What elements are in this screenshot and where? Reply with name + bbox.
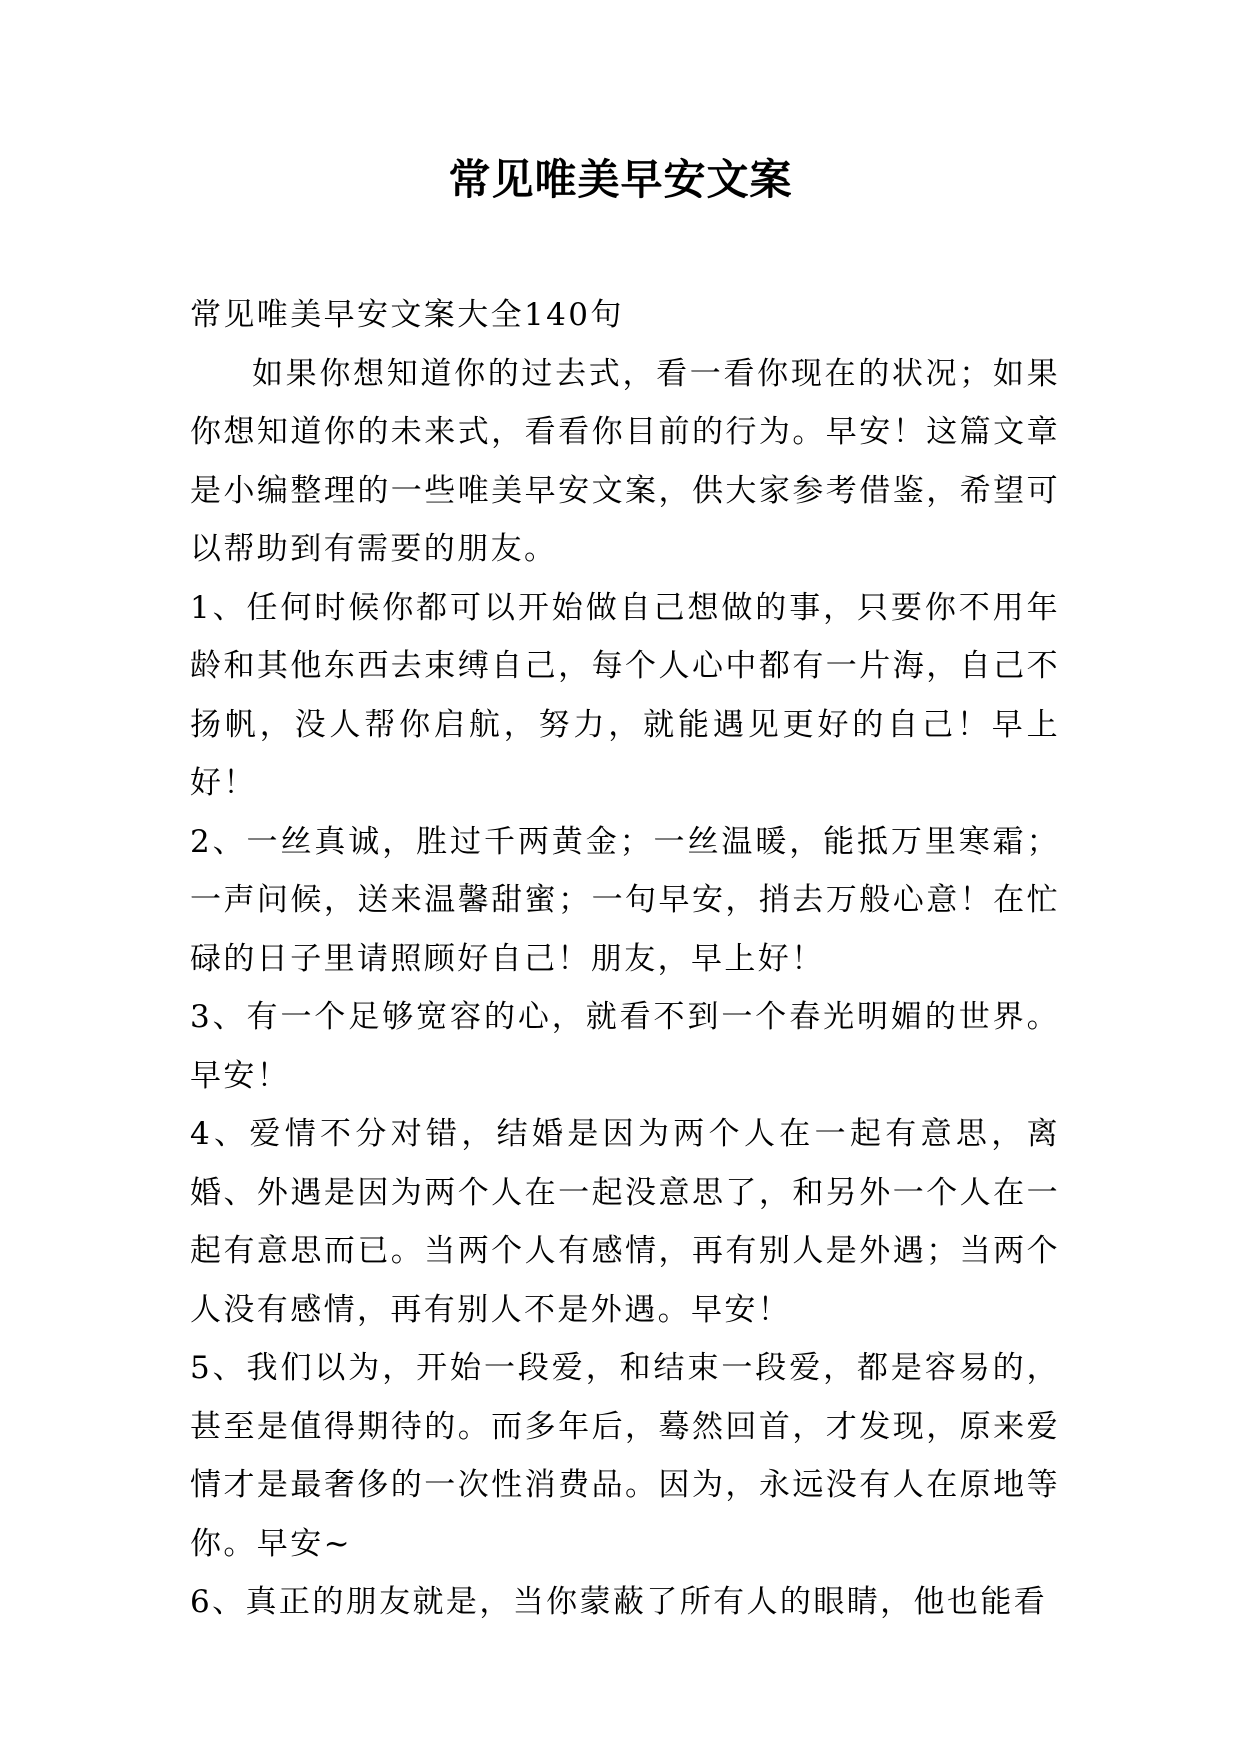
list-item: 1、任何时候你都可以开始做自己想做的事，只要你不用年龄和其他东西去束缚自己，每个人心中都有一片海，自己不扬帆，没人帮你启航，努力，就能遇见更好的自己！早上好！ — [190, 589, 1060, 801]
list-item: 2、一丝真诚，胜过千两黄金；一丝温暖，能抵万里寒霜；一声问候，送来温馨甜蜜；一句早安，捎去万般心意！在忙碌的日子里请照顾好自己！朋友，早上好！ — [190, 823, 1060, 977]
list-item: 6、真正的朋友就是，当你蒙蔽了所有人的眼睛，他也能看 — [190, 1584, 1048, 1620]
list-item: 3、有一个足够宽容的心，就看不到一个春光明媚的世界。早安！ — [190, 999, 1060, 1094]
intro-paragraph: 如果你想知道你的过去式，看一看你现在的状况；如果你想知道你的未来式，看看你目前的行为。早安！这篇文章是小编整理的一些唯美早安文案，供大家参考借鉴，希望可以帮助到有需要的朋友。 — [190, 355, 1060, 567]
list-item: 4、爱情不分对错，结婚是因为两个人在一起有意思，离婚、外遇是因为两个人在一起没意思了，和另外一个人在一起有意思而已。当两个人有感情，再有别人是外遇；当两个人没有感情，再有别人不是外遇。早安！ — [190, 1116, 1060, 1328]
subtitle-line: 常见唯美早安文案大全140句 — [190, 297, 624, 333]
document-title: 常见唯美早安文案 — [448, 155, 793, 204]
list-item: 5、我们以为，开始一段爱，和结束一段爱，都是容易的，甚至是值得期待的。而多年后，蓦然回首，才发现，原来爱情才是最奢侈的一次性消费品。因为，永远没有人在原地等你。早安~ — [190, 1350, 1060, 1562]
document-body — [190, 286, 1060, 1632]
